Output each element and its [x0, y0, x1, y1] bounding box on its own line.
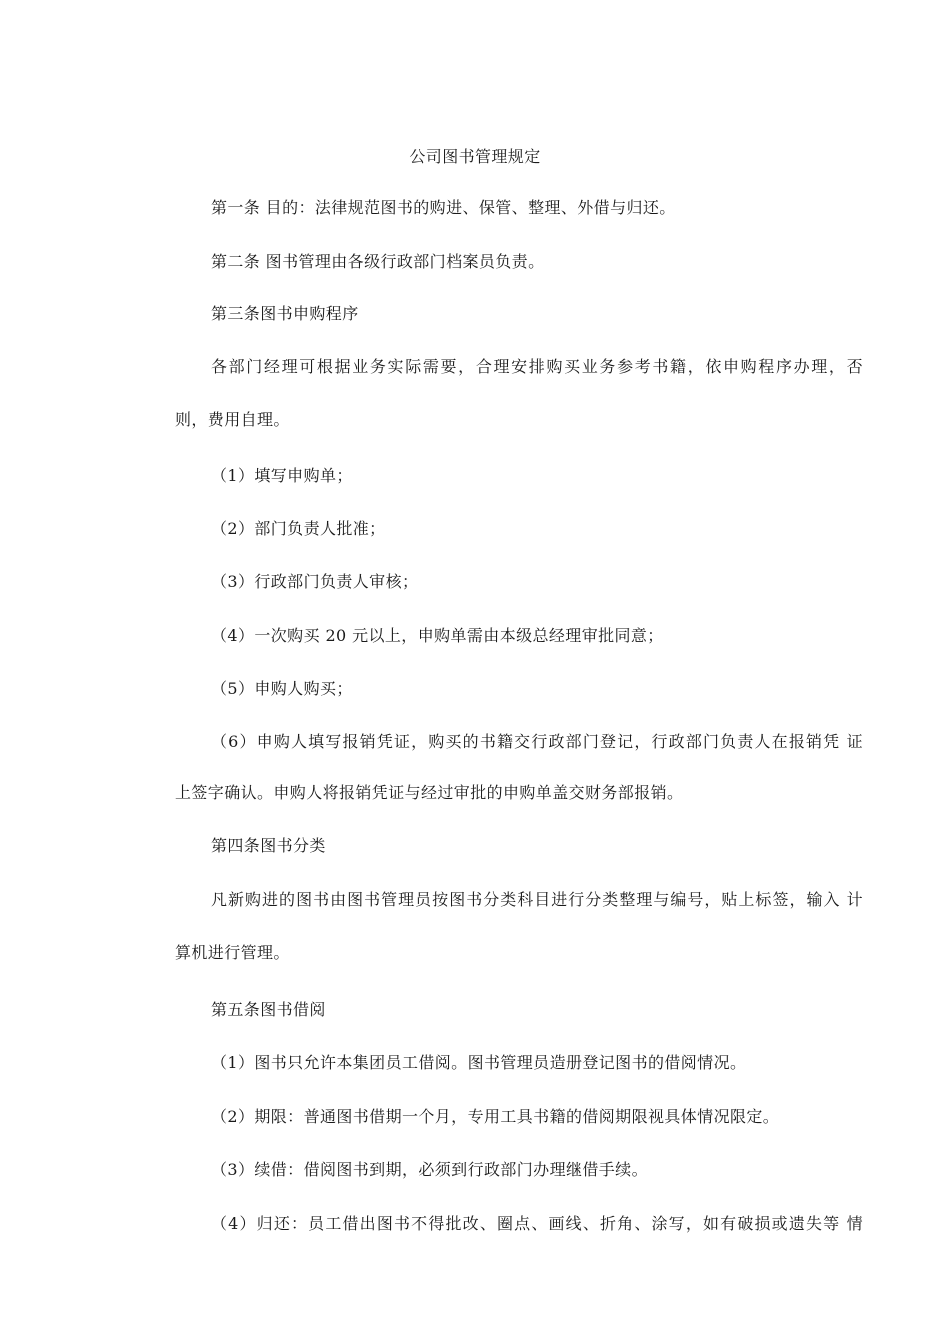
article-5-item-4-line-1: （4）归还：员工借出图书不得批改、圈点、画线、折角、涂写，如有破损或遗失等 情 — [211, 1214, 863, 1233]
article-5-item: （2）期限：普通图书借期一个月，专用工具书籍的借阅期限视具体情况限定。 — [211, 1107, 780, 1126]
article-4-text-line-1: 凡新购进的图书由图书管理员按图书分类科目进行分类整理与编号，贴上标签，输入 计 — [211, 890, 863, 909]
article-2: 第二条 图书管理由各级行政部门档案员负责。 — [211, 252, 545, 271]
article-3-item-6-line-1: （6）申购人填写报销凭证，购买的书籍交行政部门登记，行政部门负责人在报销凭 证 — [211, 732, 863, 751]
article-3-item: （4）一次购买 20 元以上，申购单需由本级总经理审批同意； — [211, 626, 664, 645]
article-4-text-line-2: 算机进行管理。 — [175, 943, 290, 962]
article-3-item-6-line-2: 上签字确认。申购人将报销凭证与经过审批的申购单盖交财务部报销。 — [175, 783, 684, 802]
article-3-item: （3）行政部门负责人审核； — [211, 572, 419, 591]
article-5-item: （3）续借：借阅图书到期，必须到行政部门办理继借手续。 — [211, 1160, 648, 1179]
article-5-heading: 第五条图书借阅 — [211, 1000, 326, 1019]
article-4-heading: 第四条图书分类 — [211, 836, 326, 855]
article-1: 第一条 目的：法律规范图书的购进、保管、整理、外借与归还。 — [211, 198, 676, 217]
article-5-item: （1）图书只允许本集团员工借阅。图书管理员造册登记图书的借阅情况。 — [211, 1053, 747, 1072]
article-3-intro-line-1: 各部门经理可根据业务实际需要，合理安排购买业务参考书籍，依申购程序办理，否 — [211, 357, 863, 376]
article-3-item: （1）填写申购单； — [211, 466, 353, 485]
article-3-intro-line-2: 则，费用自理。 — [175, 410, 290, 429]
document-title: 公司图书管理规定 — [409, 147, 541, 166]
article-3-item: （5）申购人购买； — [211, 679, 353, 698]
article-3-item: （2）部门负责人批准； — [211, 519, 386, 538]
article-3-heading: 第三条图书申购程序 — [211, 304, 359, 323]
